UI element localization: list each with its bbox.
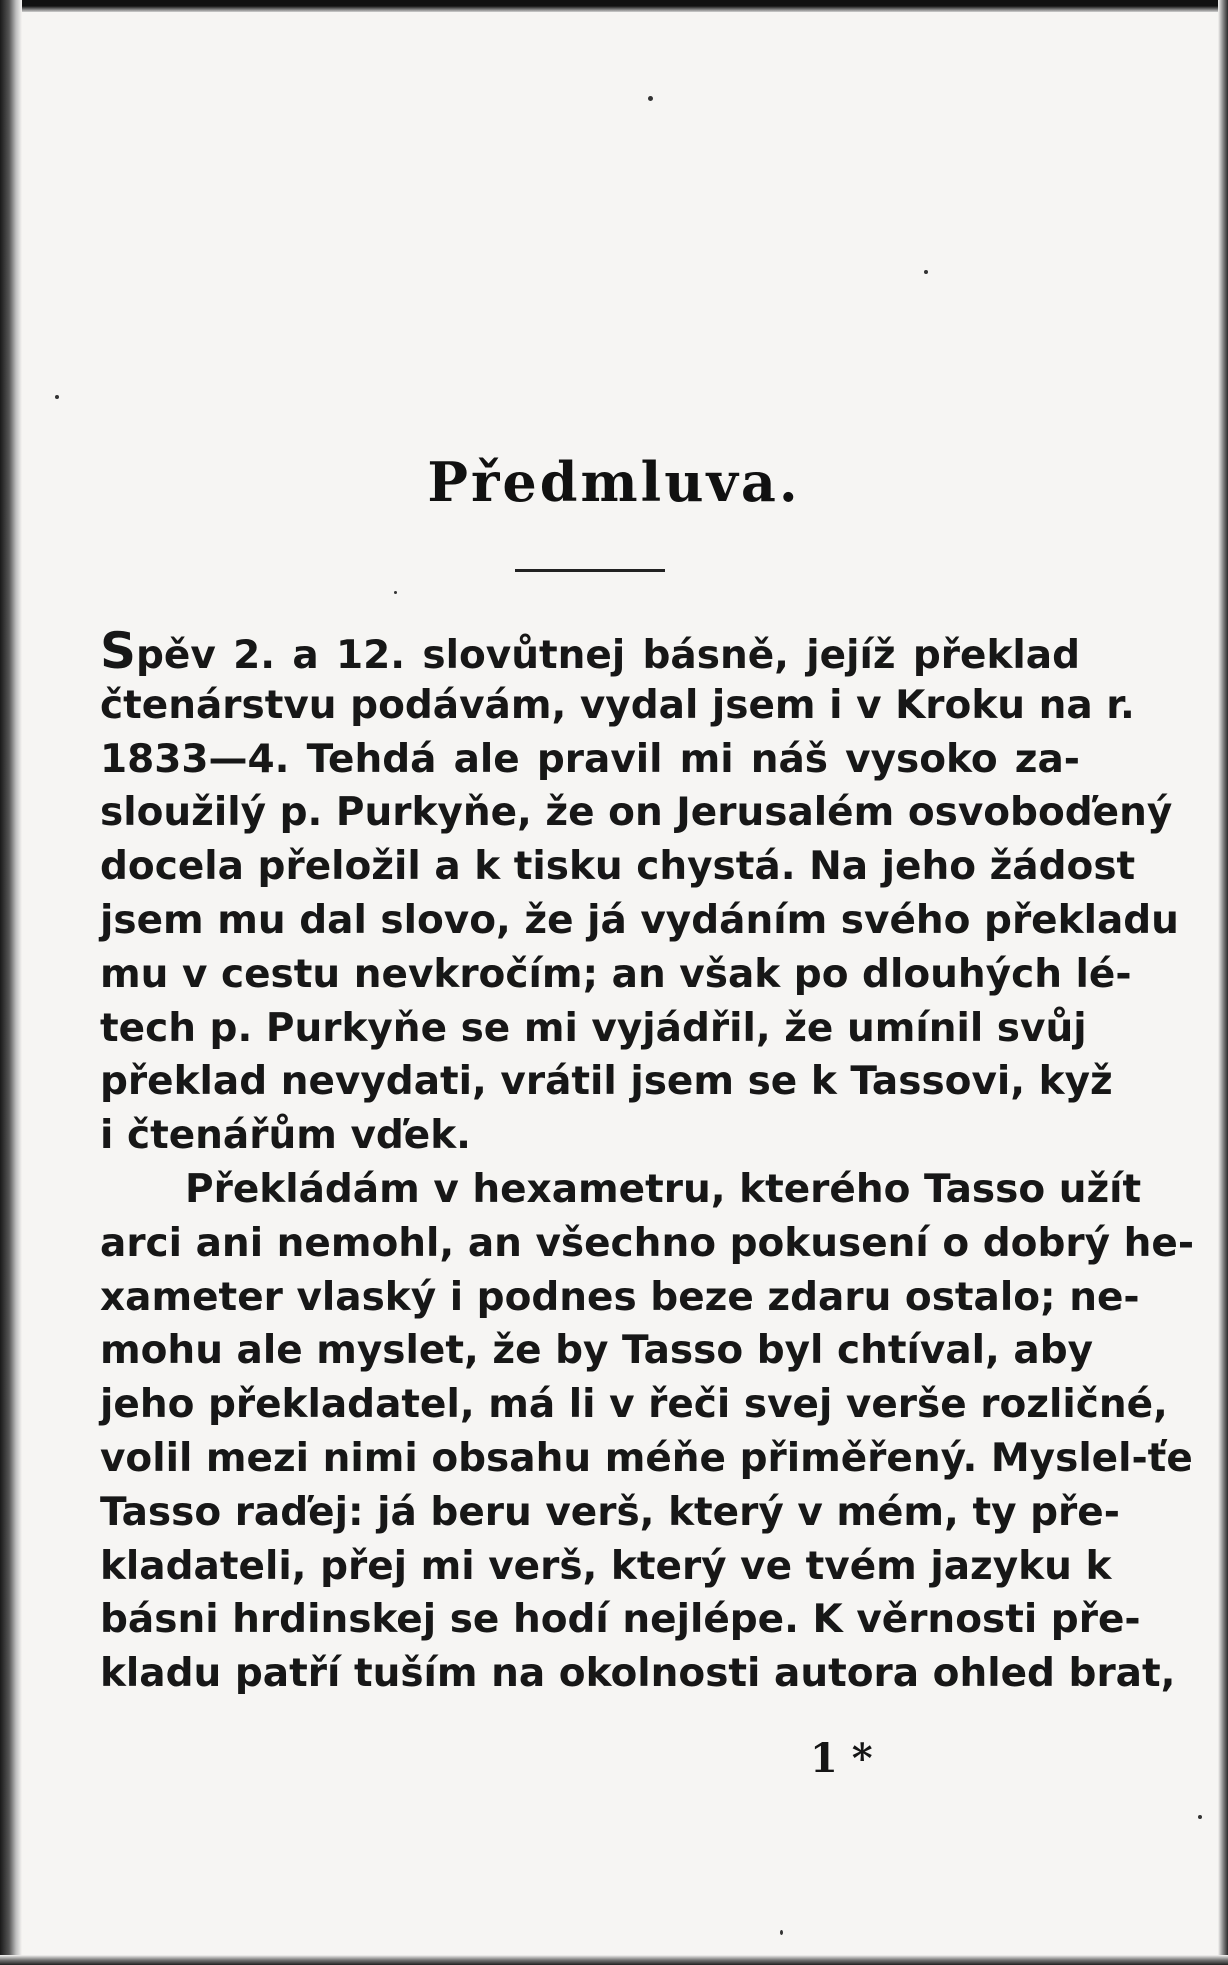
scan-edge-bottom bbox=[0, 1955, 1228, 1965]
text-line: mu v cestu nevkročím; an však po dlouhých lé- bbox=[100, 951, 1132, 997]
scan-speck bbox=[1198, 1815, 1202, 1819]
text-line: překlad nevydati, vrátil jsem se k Tassovi, kyž bbox=[100, 1059, 1113, 1105]
text-line: čtenárstvu podávám, vydal jsem i v Kroku na r. bbox=[100, 682, 1135, 728]
scan-speck bbox=[55, 395, 59, 399]
text-line: arci ani nemohl, an všechno pokusení o dobrý he- bbox=[100, 1220, 1194, 1266]
text-line: jeho překladatel, má li v řeči svej verše rozličné, bbox=[100, 1382, 1168, 1428]
text-line: básni hrdinskej se hodí nejlépe. K věrnosti pře- bbox=[100, 1597, 1141, 1643]
page-title: Předmluva. bbox=[427, 450, 801, 514]
text-line: tech p. Purkyňe se mi vyjádřil, že umínil svůj bbox=[100, 1005, 1087, 1051]
first-line-text: pěv 2. a 12. slovůtnej básně, jejíž překlad bbox=[136, 633, 1080, 678]
text-line: jsem mu dal slovo, že já vydáním svého překladu bbox=[100, 897, 1179, 943]
text-line: kladu patří tuším na okolnosti autora ohled brat, bbox=[100, 1651, 1176, 1697]
scan-speck bbox=[780, 1930, 783, 1935]
drop-letter: S bbox=[100, 622, 137, 680]
text-line: Překládám v hexametru, kterého Tasso užít bbox=[185, 1166, 1142, 1212]
scan-speck bbox=[648, 96, 653, 101]
scan-edge-left bbox=[0, 0, 22, 1965]
text-line: volil mezi nimi obsahu méňe přiměřený. Myslel-ťe bbox=[100, 1435, 1193, 1481]
text-line: docela přeložil a k tisku chystá. Na jeho žádost bbox=[100, 844, 1136, 890]
scan-edge-right bbox=[1218, 0, 1228, 1965]
text-line: i čtenářům vďek. bbox=[100, 1113, 471, 1159]
text-line: kladateli, přej mi verš, který ve tvém jazyku k bbox=[100, 1543, 1112, 1589]
scan-speck bbox=[394, 591, 397, 594]
title-divider bbox=[515, 569, 665, 572]
text-line: 1833—4. Tehdá ale pravil mi náš vysoko za- bbox=[100, 736, 1080, 782]
text-line: sloužilý p. Purkyňe, že on Jerusalém osvoboďený bbox=[100, 790, 1173, 836]
scan-speck bbox=[924, 270, 928, 274]
scan-edge-top bbox=[0, 0, 1228, 12]
text-line: mohu ale myslet, že by Tasso byl chtíval, aby bbox=[100, 1328, 1094, 1374]
text-line: Tasso raďej: já beru verš, který v mém, ty pře- bbox=[100, 1489, 1120, 1535]
signature-mark: 1 * bbox=[810, 1735, 873, 1782]
text-line bbox=[100, 622, 1080, 680]
preface-body bbox=[100, 622, 1194, 1701]
text-line: xameter vlaský i podnes beze zdaru ostalo; ne- bbox=[100, 1274, 1140, 1320]
